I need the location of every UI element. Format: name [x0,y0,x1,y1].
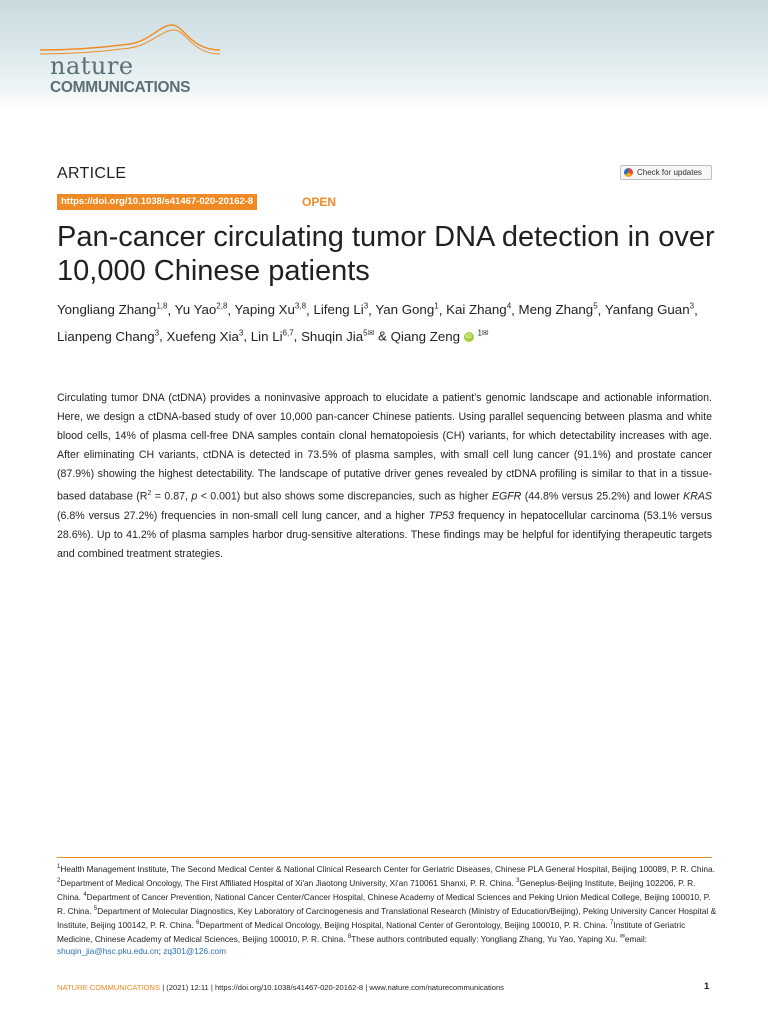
author-name[interactable]: Yu Yao$^{2,8}$ [174,302,228,318]
page-number: 1 [704,981,710,992]
footer-journal-name: NATURE COMMUNICATIONS [57,983,161,992]
author-name[interactable]: Yongliang Zhang$^{1,8}$ [57,302,168,318]
logo-nature-text: nature [50,52,134,80]
author-name[interactable]: Kai Zhang$^4$ [446,302,512,318]
orcid-icon[interactable]: iD [464,332,474,342]
journal-banner [0,0,768,110]
author-name[interactable]: Yan Gong$^1$ [375,302,439,318]
check-for-updates-label: Check for updates [637,168,702,177]
abstract: Circulating tumor DNA (ctDNA) provides a noninvasive approach to elucidate a patient's genomic landscape and actionable information. Here, we design a ctDNA-based study of over 10,000 pan-cancer Chinese patients. Using parallel sequencing between plasma and white blood cells, 14% of plasma cell-free DNA samples contain clonal hematopoiesis (CH) variants, for which detectability increases with age. After eliminating CH variants, ctDNA is detected in 73.5% of plasma samples, with small cell lung cancer (91.1%) and prostate cancer (87.9%) showing the highest detectability. The landscape of putative driver genes revealed by ctDNA profiling is similar to that in a tissue-based database ($R^2 = 0.87$, p < 0.001) but also shows some discrepancies, such as higher EGFR (44.8% versus 25.2%) and lower KRAS (6.8% versus 27.2%) frequencies in non-small cell lung cancer, and a higher TP53 frequency in hepatocellular carcinoma (53.1% versus 28.6%). Up to 41.2% of plasma samples harbor drug-sensitive alterations. These findings may be helpful for identifying therapeutic targets and combined treatment strategies. [57,392,713,560]
author-name[interactable]: Qiang Zeng iD $^{1✉}$ [390,328,489,344]
author-name[interactable]: Lifeng Li$^3$ [313,302,369,318]
author-name[interactable]: Lianpeng Chang$^3$ [57,328,160,344]
author-name[interactable]: Meng Zhang$^5$ [518,302,598,318]
author-name[interactable]: Xuefeng Xia$^3$ [166,328,244,344]
author-name[interactable]: Yanfang Guan$^3$ [604,302,695,318]
author-name[interactable]: Shuqin Jia$^{5✉}$ [301,328,375,344]
footer-citation: | (2021) 12:11 | https://doi.org/10.1038/s41467-020-20162-8 | www.nature.com/naturecommunications [160,983,504,992]
affiliations: $^1$Health Management Institute, The Second Medical Center & National Clinical Research Center for Geriatric Diseases, Chinese PLA General Hospital, Beijing 100089, P. R. China. $^2$Department of Medical Oncology, The First Affiliated Hospital of Xi'an Jiaotong University, Xi'an 710061 Shanxi, P. R. China. $^3$Geneplus-Beijing Institute, Beijing 102206, P. R. China. $^4$Department of Cancer Prevention, National Cancer Center/Cancer Hospital, Chinese Academy of Medical Sciences and Peking Union Medical College, Beijing 100010, P. R. China. $^5$Department of Molecular Diagnostics, Key Laboratory of Carcinogenesis and Translational Research (Ministry of Education/Beijing), Peking University Cancer Hospital & Institute, Beijing 100142, P. R. China. $^6$Department of Medical Oncology, Beijing Hospital, National Center of Gerontology, Beijing 100010, P. R. China. $^7$Institute of Geriatric Medicine, Chinese Academy of Medical Sciences, Beijing 100010, P. R. China. $^8$These authors contributed equally: Yongliang Zhang, Yu Yao, Yaping Xu. ✉email: shuqin_jia@hsc.pku.edu.cn; zq301@126.com [57,863,717,956]
page-footer [57,983,712,992]
author-list: Yongliang Zhang$^{1,8}$, Yu Yao$^{2,8}$, Yaping Xu$^{3,8}$, Lifeng Li$^3$, Yan Gong$^1$, Kai Zhang$^4$, Meng Zhang$^5$, Yanfang Guan$^3$, Lianpeng Chang$^3$, Xuefeng Xia$^3$, Lin Li$^{6,7}$, Shuqin Jia$^{5✉}$ & Qiang Zeng iD $^{1✉}$ [57,302,698,344]
author-name[interactable]: Yaping Xu$^{3,8}$ [234,302,307,318]
open-access-label: OPEN [302,195,337,209]
email-link-zeng[interactable]: zq301@126.com [163,945,227,956]
author-name[interactable]: Lin Li$^{6,7}$ [250,328,294,344]
check-for-updates-button[interactable] [620,165,712,180]
doi-link[interactable]: https://doi.org/10.1038/s41467-020-20162-8 [57,194,257,210]
logo-communications-text: COMMUNICATIONS [50,79,191,96]
article-title: Pan-cancer circulating tumor DNA detection in over 10,000 Chinese patients [57,221,715,287]
email-link-jia[interactable]: shuqin_jia@hsc.pku.edu.cn [57,945,159,956]
affiliation-divider [57,857,712,858]
crossmark-icon [624,168,633,177]
article-type-label: ARTICLE [57,165,127,182]
